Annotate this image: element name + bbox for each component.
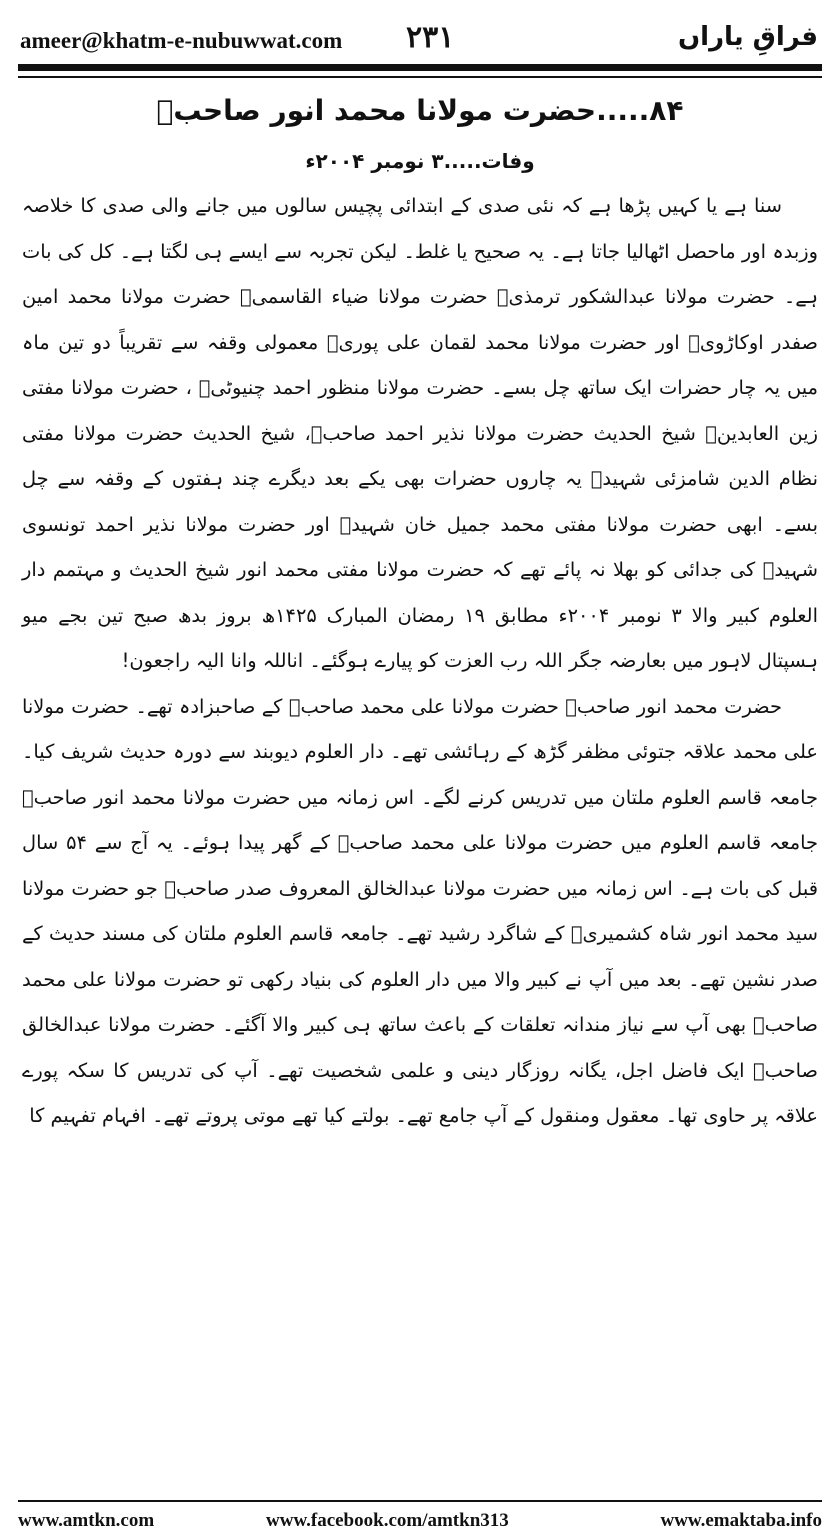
page-number: ۲۳۱ [406, 20, 455, 55]
footer-link-emaktaba[interactable]: www.emaktaba.info [660, 1510, 822, 1531]
paragraph: حضرت محمد انور صاحبؒ حضرت مولانا علی محمد صاحبؒ کے صاحبزادہ تھے۔ حضرت مولانا علی محمد علاقہ جتوئی مظفر گڑھ کے رہائشی تھے۔ دار العلوم دیوبند سے دورہ حدیث شریف کیا۔ جامعہ قاسم العلوم ملتان میں تدریس کرنے لگے۔ اس زمانہ میں حضرت مولانا محمد انور صاحبؒ جامعہ قاسم العلوم میں حضرت مولانا علی محمد صاحبؒ کے گھر پیدا ہوئے۔ یہ آج سے ۵۴ سال قبل کی بات ہے۔ اس زمانہ میں حضرت مولانا عبدالخالق المعروف صدر صاحبؒ جو حضرت مولانا سید محمد انور شاہ کشمیریؒ کے شاگرد رشید تھے۔ جامعہ قاسم العلوم ملتان کی مسند حدیث کے صدر نشین تھے۔ بعد میں آپ نے کبیر والا میں دار العلوم کی بنیاد رکھی تو حضرت مولانا علی محمد صاحبؒ بھی آپ سے نیاز مندانہ تعلقات کے باعث ساتھ ہی کبیر والا آگئے۔ حضرت مولانا عبدالخالق صاحبؒ ایک فاضل اجل، یگانہ روزگار دینی و علمی شخصیت تھے۔ آپ کی تدریس کا سکہ پورے علاقہ پر حاوی تھا۔ معقول ومنقول کے آپ جامع تھے۔ بولتے کیا تھے موتی پروتے تھے۔ افہام تفہیم کا [22, 694, 818, 1127]
book-title: فراقِ یاراں [677, 22, 818, 52]
footer-link-amtkn[interactable]: www.amtkn.com [18, 1510, 155, 1531]
footer-rule [18, 1500, 822, 1502]
footer-link-facebook[interactable]: www.facebook.com/amtkn313 [266, 1510, 509, 1531]
header-rule-thin [18, 76, 822, 78]
page-footer [18, 1510, 822, 1534]
page-header [18, 18, 822, 64]
chapter-title: ۸۴.....حضرت مولانا محمد انور صاحبؒ [156, 94, 684, 127]
paragraph: سنا ہے یا کہیں پڑھا ہے کہ نئی صدی کے ابتدائی پچیس سالوں میں جانے والی صدی کا خلاصہ وزبدہ اور ماحصل اٹھالیا جاتا ہے۔ یہ صحیح یا غلط۔ لیکن تجربہ سے ایسے ہی لگتا ہے۔ کل کی بات ہے۔ حضرت مولانا عبدالشکور ترمذیؒ حضرت مولانا ضیاء القاسمیؒ حضرت مولانا محمد امین صفدر اوکاڑویؒ اور حضرت مولانا محمد لقمان علی پوریؒ معمولی وقفہ سے تقریباً دو تین ماہ میں یہ چار حضرات ایک ساتھ چل بسے۔ حضرت مولانا منظور احمد چنیوٹیؒ ، حضرت مولانا مفتی زین العابدینؒ شیخ الحدیث حضرت مولانا نذیر احمد صاحبؒ، شیخ الحدیث حضرت مولانا مفتی نظام الدین شامزئی شہیدؒ یہ چاروں حضرات بھی یکے بعد دیگرے چند ہفتوں کے وقفہ سے چل بسے۔ ابھی حضرت مولانا مفتی محمد جمیل خان شہیدؒ اور حضرت مولانا نذیر احمد تونسوی شہیدؒ کی جدائی کو بھلا نہ پائے تھے کہ حضرت مولانا مفتی محمد انور شیخ الحدیث و مہتمم دار العلوم کبیر والا ۳ نومبر ۲۰۰۴ء مطابق ۱۹ رمضان المبارک ۱۴۲۵ھ بروز بدھ صبح تین بجے میو ہسپتال لاہور میں بعارضہ جگر اللہ رب العزت کو پیارے ہوگئے۔ اناللہ وانا الیہ راجعون! [22, 194, 818, 672]
death-date: وفات.....۳ نومبر ۲۰۰۴ء [305, 149, 535, 173]
header-email: ameer@khatm-e-nubuwwat.com [20, 28, 343, 53]
page-body [22, 94, 818, 1139]
header-rule-thick [18, 64, 822, 71]
